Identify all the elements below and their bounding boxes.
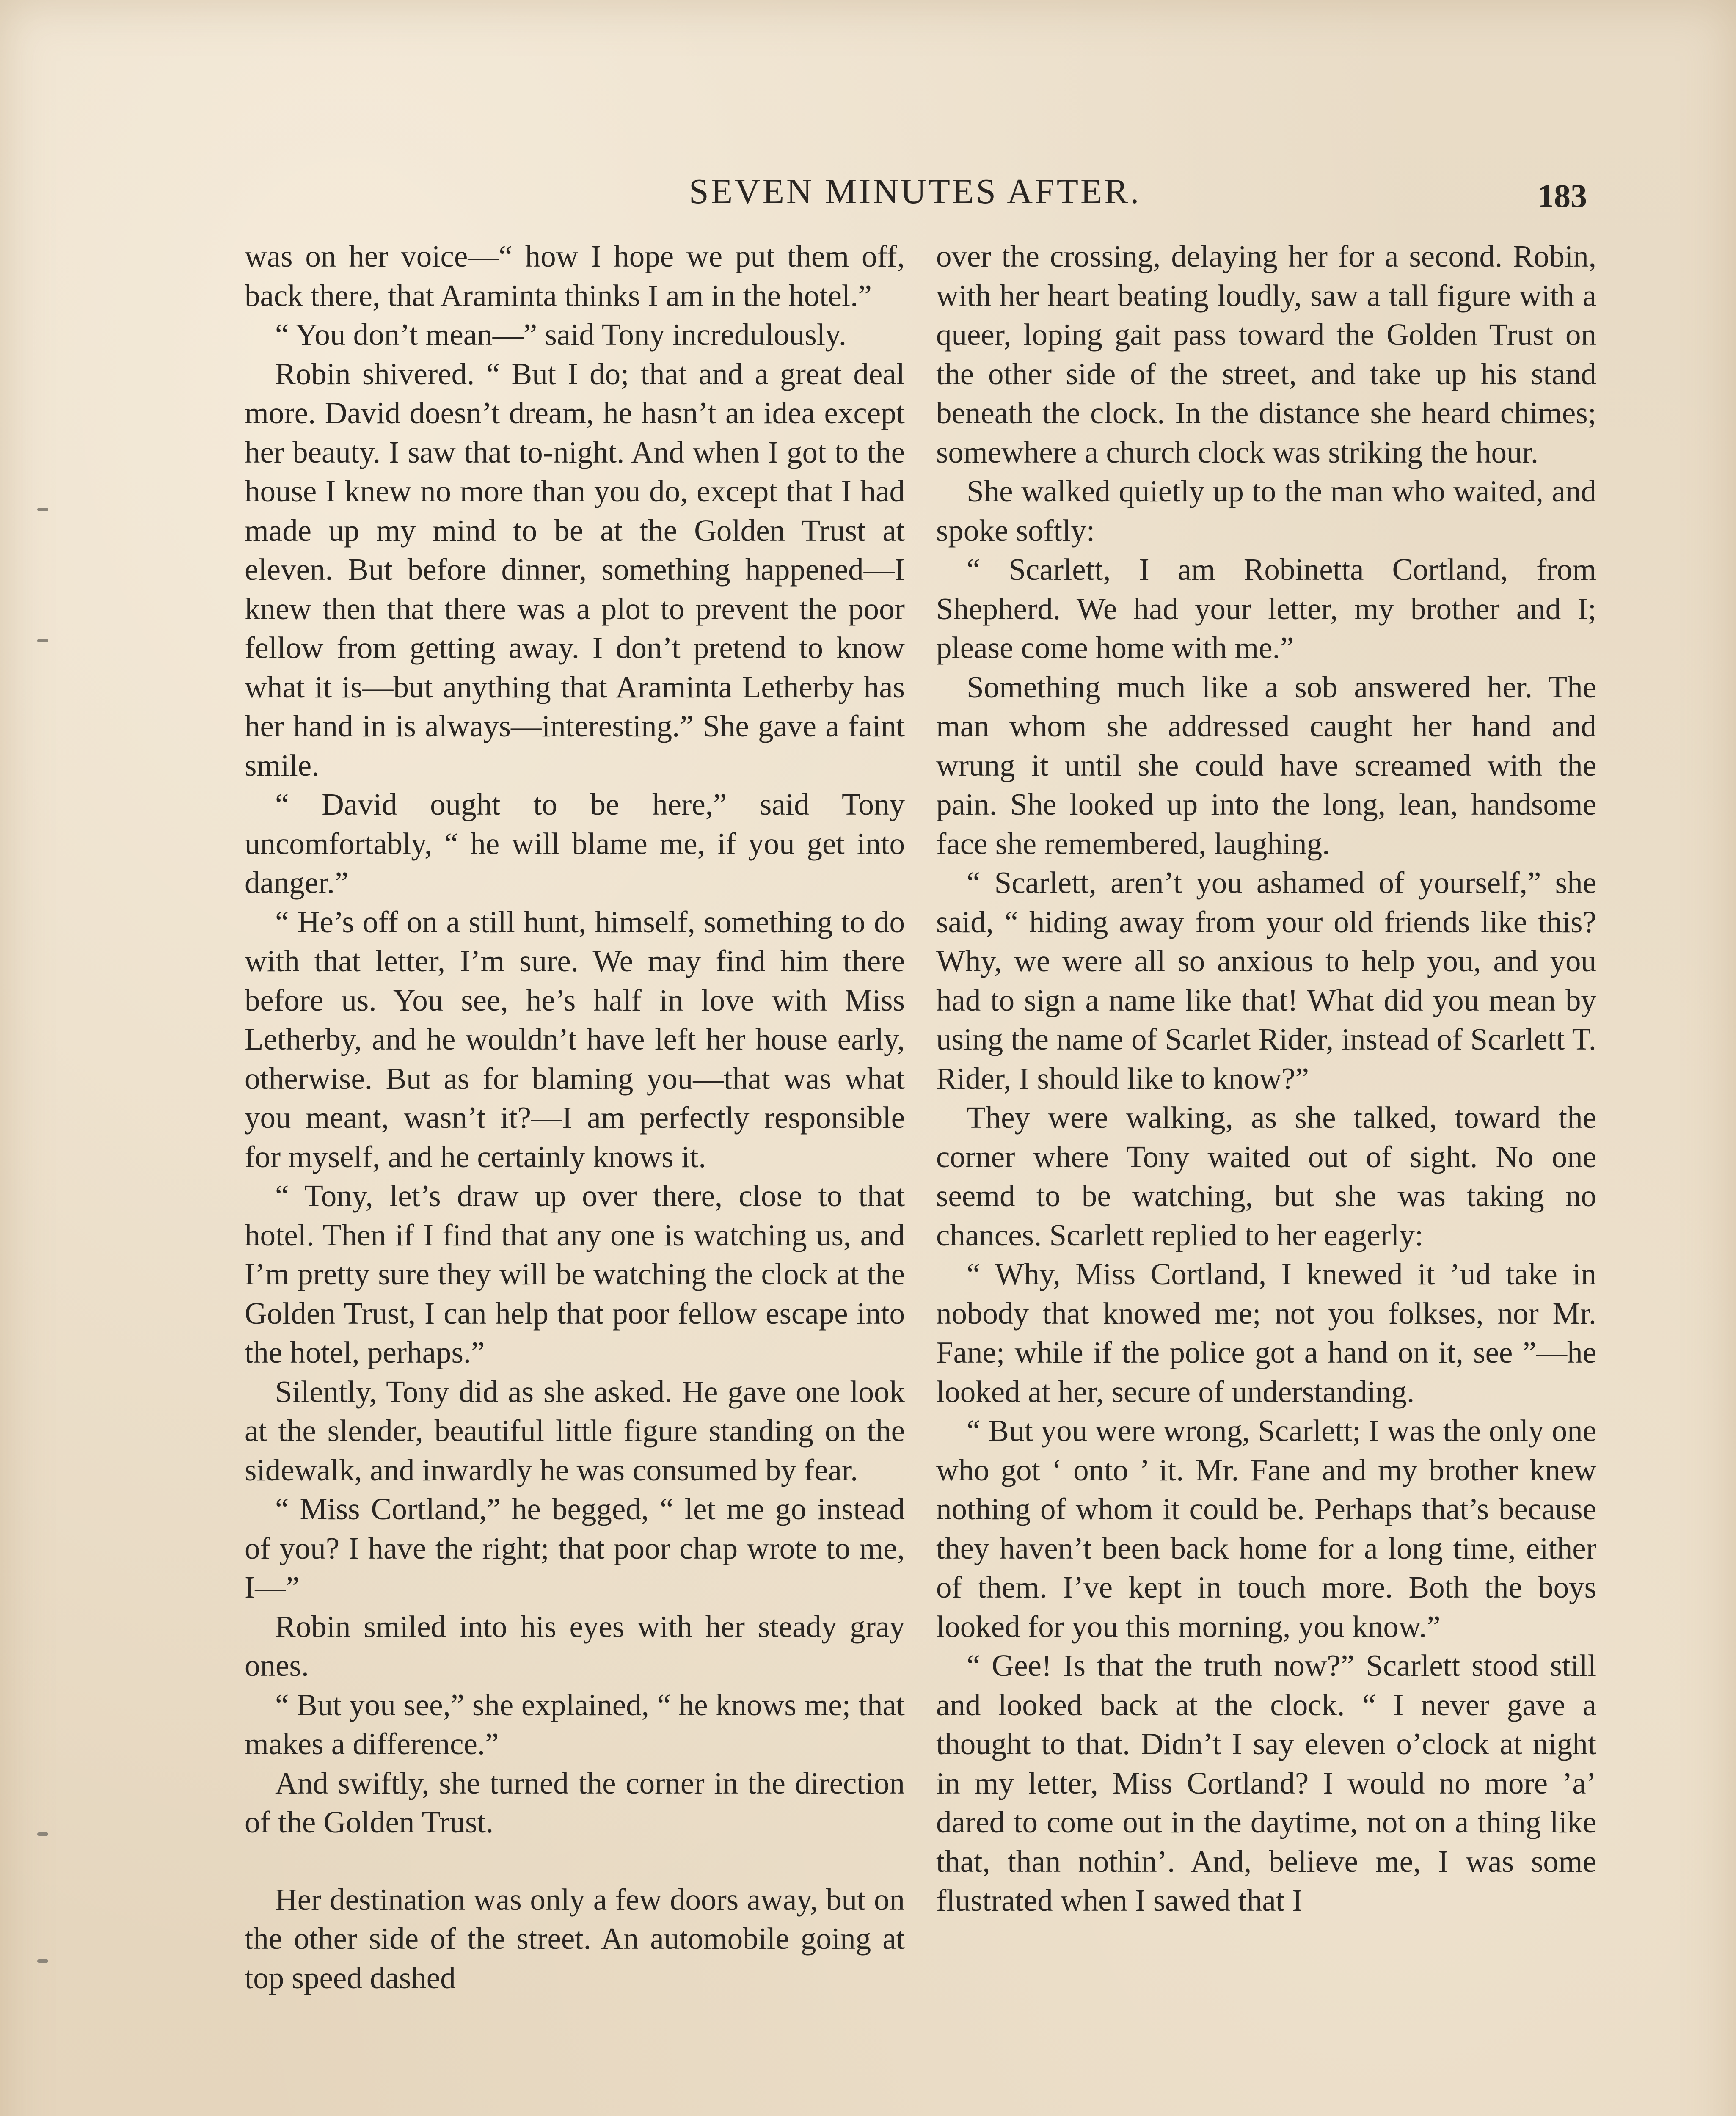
paragraph: “ Scarlett, I am Robinetta Cortland, from Shepherd. We had your letter, my brother and I; please come home with me.” [936, 552, 1596, 665]
right-column [936, 237, 1596, 1920]
left-column [245, 237, 905, 1998]
paragraph: “ Scarlett, aren’t you ashamed of yourself,” she said, “ hiding away from your old friends like this? Why, we were all so anxious to help you, and you had to sign a name like that! What did you mean by using the name of Scarlet Rider, instead of Scarlett T. Rider, I should like to know?” [936, 865, 1596, 1096]
paragraph: Something much like a sob answered her. The man whom she addressed caught her hand and wrung it until she could have screamed with the pain. She looked up into the long, lean, handsome face she remembered, laughing. [936, 670, 1596, 861]
paragraph: Silently, Tony did as she asked. He gave one look at the slender, beautiful little figure standing on the sidewalk, and inwardly he was consumed by fear. [245, 1374, 905, 1487]
paragraph: Robin shivered. “ But I do; that and a great deal more. David doesn’t dream, he hasn’t an idea except her beauty. I saw that to-night. And when I got to the house I knew no more than you do, except that I had made up my mind to be at the Golden Trust at eleven. But before dinner, something happened—I knew then that there was a plot to prevent the poor fellow from getting away. I don’t pretend to know what it is—but anything that Araminta Letherby has her hand in is always—interesting.” She gave a faint smile. [245, 356, 905, 782]
paragraph: They were walking, as she talked, toward the corner where Tony waited out of sight. No one seemd to be watching, but she was taking no chances. Scarlett replied to her eagerly: [936, 1100, 1596, 1252]
binding-mark [37, 639, 48, 642]
paragraph: “ Gee! Is that the truth now?” Scarlett stood still and looked back at the clock. “ I never gave a thought to that. Didn’t I say eleven o’clock at night in my letter, Miss Cortland? I would no more ’a’ dared to come out in the daytime, not on a thing like that, than nothin’. And, believe me, I was some flustrated when I sawed that I [936, 1648, 1596, 1918]
binding-mark [37, 1959, 48, 1963]
paragraph: Robin smiled into his eyes with her steady gray ones. [245, 1609, 905, 1683]
paragraph: “ He’s off on a still hunt, himself, something to do with that letter, I’m sure. We may find him there before us. You see, he’s half in love with Miss Letherby, and he wouldn’t have left her house early, otherwise. But as for blaming you—that was what you meant, wasn’t it?—I am perfectly responsible for myself, and he certainly knows it. [245, 904, 905, 1174]
paragraph: She walked quietly up to the man who waited, and spoke softly: [936, 474, 1596, 548]
paragraph: “ But you were wrong, Scarlett; I was the only one who got ‘ onto ’ it. Mr. Fane and my brother knew nothing of whom it could be. Perhaps that’s because they haven’t been back home for a long time, either of them. I’ve kept in touch more. Both the boys looked for you this morning, you know.” [936, 1413, 1596, 1644]
paragraph: Her destination was only a few doors away, but on the other side of the street. An automobile going at top speed dashed [245, 1882, 905, 1995]
binding-mark [37, 1832, 48, 1836]
paragraph: “ Miss Cortland,” he begged, “ let me go instead of you? I have the right; that poor chap wrote to me, I—” [245, 1492, 905, 1604]
paragraph: And swiftly, she turned the corner in the direction of the Golden Trust. [245, 1766, 905, 1839]
running-head: SEVEN MINUTES AFTER. [689, 172, 1141, 211]
paragraph: “ You don’t mean—” said Tony incredulously. [275, 317, 847, 352]
paragraph: “ Tony, let’s draw up over there, close to that hotel. Then if I find that any one is watching us, and I’m pretty sure they will be watching the clock at the Golden Trust, I can help that poor fellow escape into the hotel, perhaps.” [245, 1179, 905, 1369]
paragraph: “ Why, Miss Cortland, I knewed it ’ud take in nobody that knowed me; not you folkses, nor Mr. Fane; while if the police got a hand on it, see ”—he looked at her, secure of understanding. [936, 1257, 1596, 1409]
page-header [0, 168, 1736, 215]
page-number: 183 [1538, 177, 1587, 214]
paragraph: “ But you see,” she explained, “ he knows me; that makes a difference.” [245, 1687, 905, 1761]
paragraph: “ David ought to be here,” said Tony uncomfortably, “ he will blame me, if you get into danger.” [245, 787, 905, 900]
paragraph: was on her voice—“ how I hope we put them off, back there, that Araminta thinks I am in the hotel.” [245, 239, 905, 313]
paragraph: over the crossing, delaying her for a second. Robin, with her heart beating loudly, saw a tall figure with a queer, loping gait pass toward the Golden Trust on the other side of the street, and take up his stand beneath the clock. In the distance she heard chimes; somewhere a church clock was striking the hour. [936, 239, 1596, 469]
binding-mark [37, 508, 48, 511]
